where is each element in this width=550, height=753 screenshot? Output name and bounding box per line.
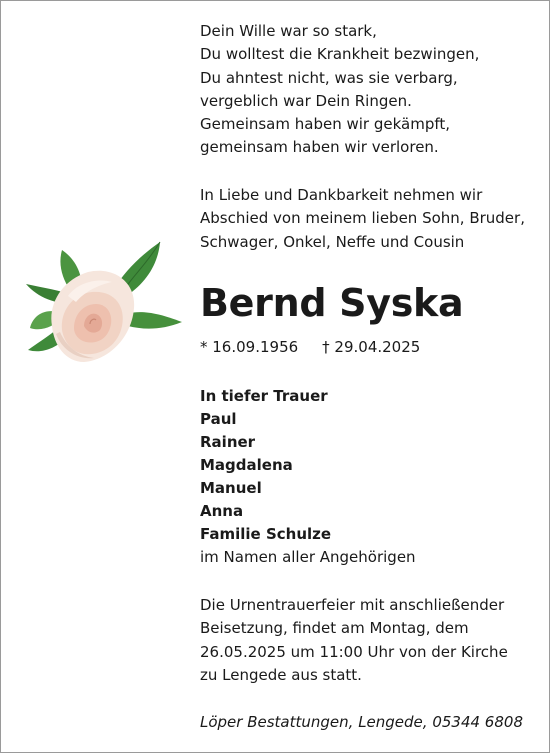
birth-date: * 16.09.1956 bbox=[200, 338, 299, 356]
poem-line: vergeblich war Dein Ringen. bbox=[200, 91, 412, 110]
service-line: Die Urnentrauerfeier mit anschließender bbox=[200, 596, 505, 614]
service-line: 26.05.2025 um 11:00 Uhr von der Kirche bbox=[200, 642, 508, 661]
service-line: Beisetzung, findet am Montag, dem bbox=[200, 619, 469, 638]
farewell-line: In Liebe und Dankbarkeit nehmen wir bbox=[200, 186, 483, 204]
mourner-name: Magdalena bbox=[200, 456, 293, 474]
deceased-name: Bernd Syska bbox=[200, 281, 464, 325]
mourner-name: Familie Schulze bbox=[200, 525, 332, 543]
mourners-heading: In tiefer Trauer bbox=[200, 387, 328, 405]
poem-line: Du wolltest die Krankheit bezwingen, bbox=[200, 45, 480, 64]
poem-line: Gemeinsam haben wir gekämpft, bbox=[200, 115, 451, 134]
poem-line: Dein Wille war so stark, bbox=[200, 22, 377, 40]
service-info bbox=[200, 594, 540, 687]
service-line: zu Lengede aus statt. bbox=[200, 665, 362, 684]
farewell-text bbox=[200, 184, 540, 254]
mourners-list bbox=[200, 385, 540, 569]
funeral-home-footer: Löper Bestattungen, Lengede, 05344 6808 bbox=[200, 713, 523, 731]
poem-line: gemeinsam haben wir verloren. bbox=[200, 138, 439, 157]
poem-line: Du ahntest nicht, was sie verbarg, bbox=[200, 68, 458, 87]
poem bbox=[200, 20, 540, 160]
farewell-line: Abschied von meinem lieben Sohn, Bruder, bbox=[200, 209, 525, 228]
mourner-name: Anna bbox=[200, 502, 244, 520]
mourner-name: Rainer bbox=[200, 433, 256, 451]
rose-icon bbox=[22, 238, 184, 368]
death-date: † 29.04.2025 bbox=[322, 338, 421, 356]
life-dates bbox=[200, 336, 540, 358]
mourner-name: Paul bbox=[200, 410, 237, 428]
mourner-name: Manuel bbox=[200, 479, 262, 497]
farewell-line: Schwager, Onkel, Neffe und Cousin bbox=[200, 232, 465, 251]
mourners-closing: im Namen aller Angehörigen bbox=[200, 548, 416, 566]
